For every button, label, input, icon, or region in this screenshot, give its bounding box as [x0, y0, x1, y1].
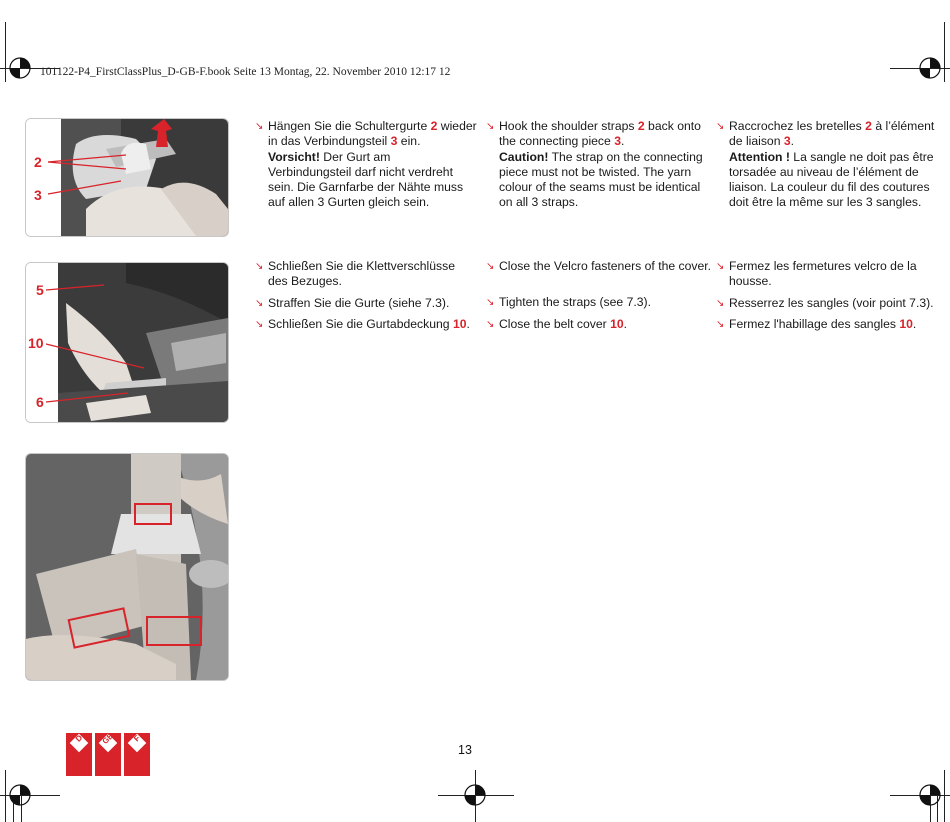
- instruction-item: ↘ Fermez l'habillage des sangles 10.: [716, 316, 917, 331]
- bullet-arrow-icon: ↘: [255, 261, 264, 272]
- photo-strap-seam-colour: [26, 454, 228, 680]
- registration-mark-icon: [911, 49, 949, 87]
- bullet-arrow-icon: ↘: [716, 261, 725, 272]
- file-header-line: 101122-P4_FirstClassPlus_D-GB-F.book Seite 13 Montag, 22. November 2010 12:17 12: [40, 66, 451, 78]
- section-2-french: [716, 259, 938, 338]
- language-tab-label: GB: [100, 731, 116, 746]
- bullet-arrow-icon: ↘: [255, 318, 264, 330]
- registration-mark-icon: [1, 49, 39, 87]
- section-1-english: [486, 119, 708, 217]
- callout-label-5: 5: [36, 282, 44, 298]
- instruction-item: ↘ Close the Velcro fasteners of the cover.: [486, 259, 712, 273]
- photo-closing-belt-cover: [26, 263, 228, 422]
- section-2-english: [486, 259, 714, 338]
- bullet-arrow-icon: ↘: [255, 121, 264, 132]
- instruction-item: ↘ Resserrez les sangles (voir point 7.3).: [716, 295, 934, 310]
- registration-mark-icon: [911, 776, 949, 814]
- bullet-arrow-icon: ↘: [255, 297, 264, 309]
- registration-mark-icon: [456, 776, 494, 814]
- bullet-arrow-icon: ↘: [716, 121, 725, 132]
- language-tab-f: [124, 733, 150, 776]
- figure-strap-seams: [25, 453, 229, 681]
- instruction-item: ↘ Tighten the straps (see 7.3).: [486, 295, 651, 310]
- bullet-arrow-icon: ↘: [486, 297, 495, 309]
- callout-label-2: 2: [34, 154, 42, 170]
- page-number: 13: [458, 743, 472, 757]
- bullet-arrow-icon: ↘: [716, 297, 725, 309]
- language-tab-gb: [95, 733, 121, 776]
- callout-label-3: 3: [34, 187, 42, 203]
- bullet-arrow-icon: ↘: [486, 121, 495, 132]
- bullet-arrow-icon: ↘: [716, 318, 725, 330]
- instruction-item: ↘ Close the belt cover 10.: [486, 316, 628, 331]
- instruction-item: ↘ Hook the shoulder straps 2 back onto the connecting piece 3. Caution! The strap on the connecting piece must not be twisted. The yarn colour of the seams must be identical on all 3 straps.: [486, 119, 703, 210]
- figure-shoulder-straps: [25, 118, 229, 237]
- photo-hooking-straps: [26, 119, 228, 236]
- language-tab-label: D: [73, 733, 85, 744]
- callout-label-10: 10: [28, 335, 44, 351]
- instruction-item: ↘ Straffen Sie die Gurte (siehe 7.3).: [255, 295, 450, 310]
- instruction-item: ↘ Schließen Sie die Gurtabdeckung 10.: [255, 316, 470, 331]
- instruction-item: ↘ Schließen Sie die Klettverschlüsse des Bezuges.: [255, 259, 455, 289]
- registration-mark-icon: [1, 776, 39, 814]
- instruction-item: ↘ Fermez les fermetures velcro de la housse.: [716, 259, 917, 289]
- bullet-arrow-icon: ↘: [486, 261, 495, 272]
- callout-label-6: 6: [36, 394, 44, 410]
- section-1-german: [255, 119, 477, 217]
- language-tab-de: [66, 733, 92, 776]
- figure-belt-cover: [25, 262, 229, 423]
- section-2-german: [255, 259, 477, 338]
- instruction-item: ↘ Raccrochez les bretelles 2 à l’élément de liaison 3. Attention ! La sangle ne doit pas être torsadée au niveau de l’élément de liaison. La couleur du fil des coutures doit être la même sur les 3 sangles.: [716, 119, 935, 210]
- bullet-arrow-icon: ↘: [486, 318, 495, 330]
- instruction-item: ↘ Hängen Sie die Schultergurte 2 wieder in das Verbindungsteil 3 ein. Vorsicht! Der Gurt am Verbindungsteil darf nicht verdreht sein. Die Garnfarbe der Nähte muss auf allen 3 Gurten gleich sein.: [255, 119, 477, 210]
- section-1-french: [716, 119, 938, 217]
- language-tab-label: F: [132, 733, 142, 744]
